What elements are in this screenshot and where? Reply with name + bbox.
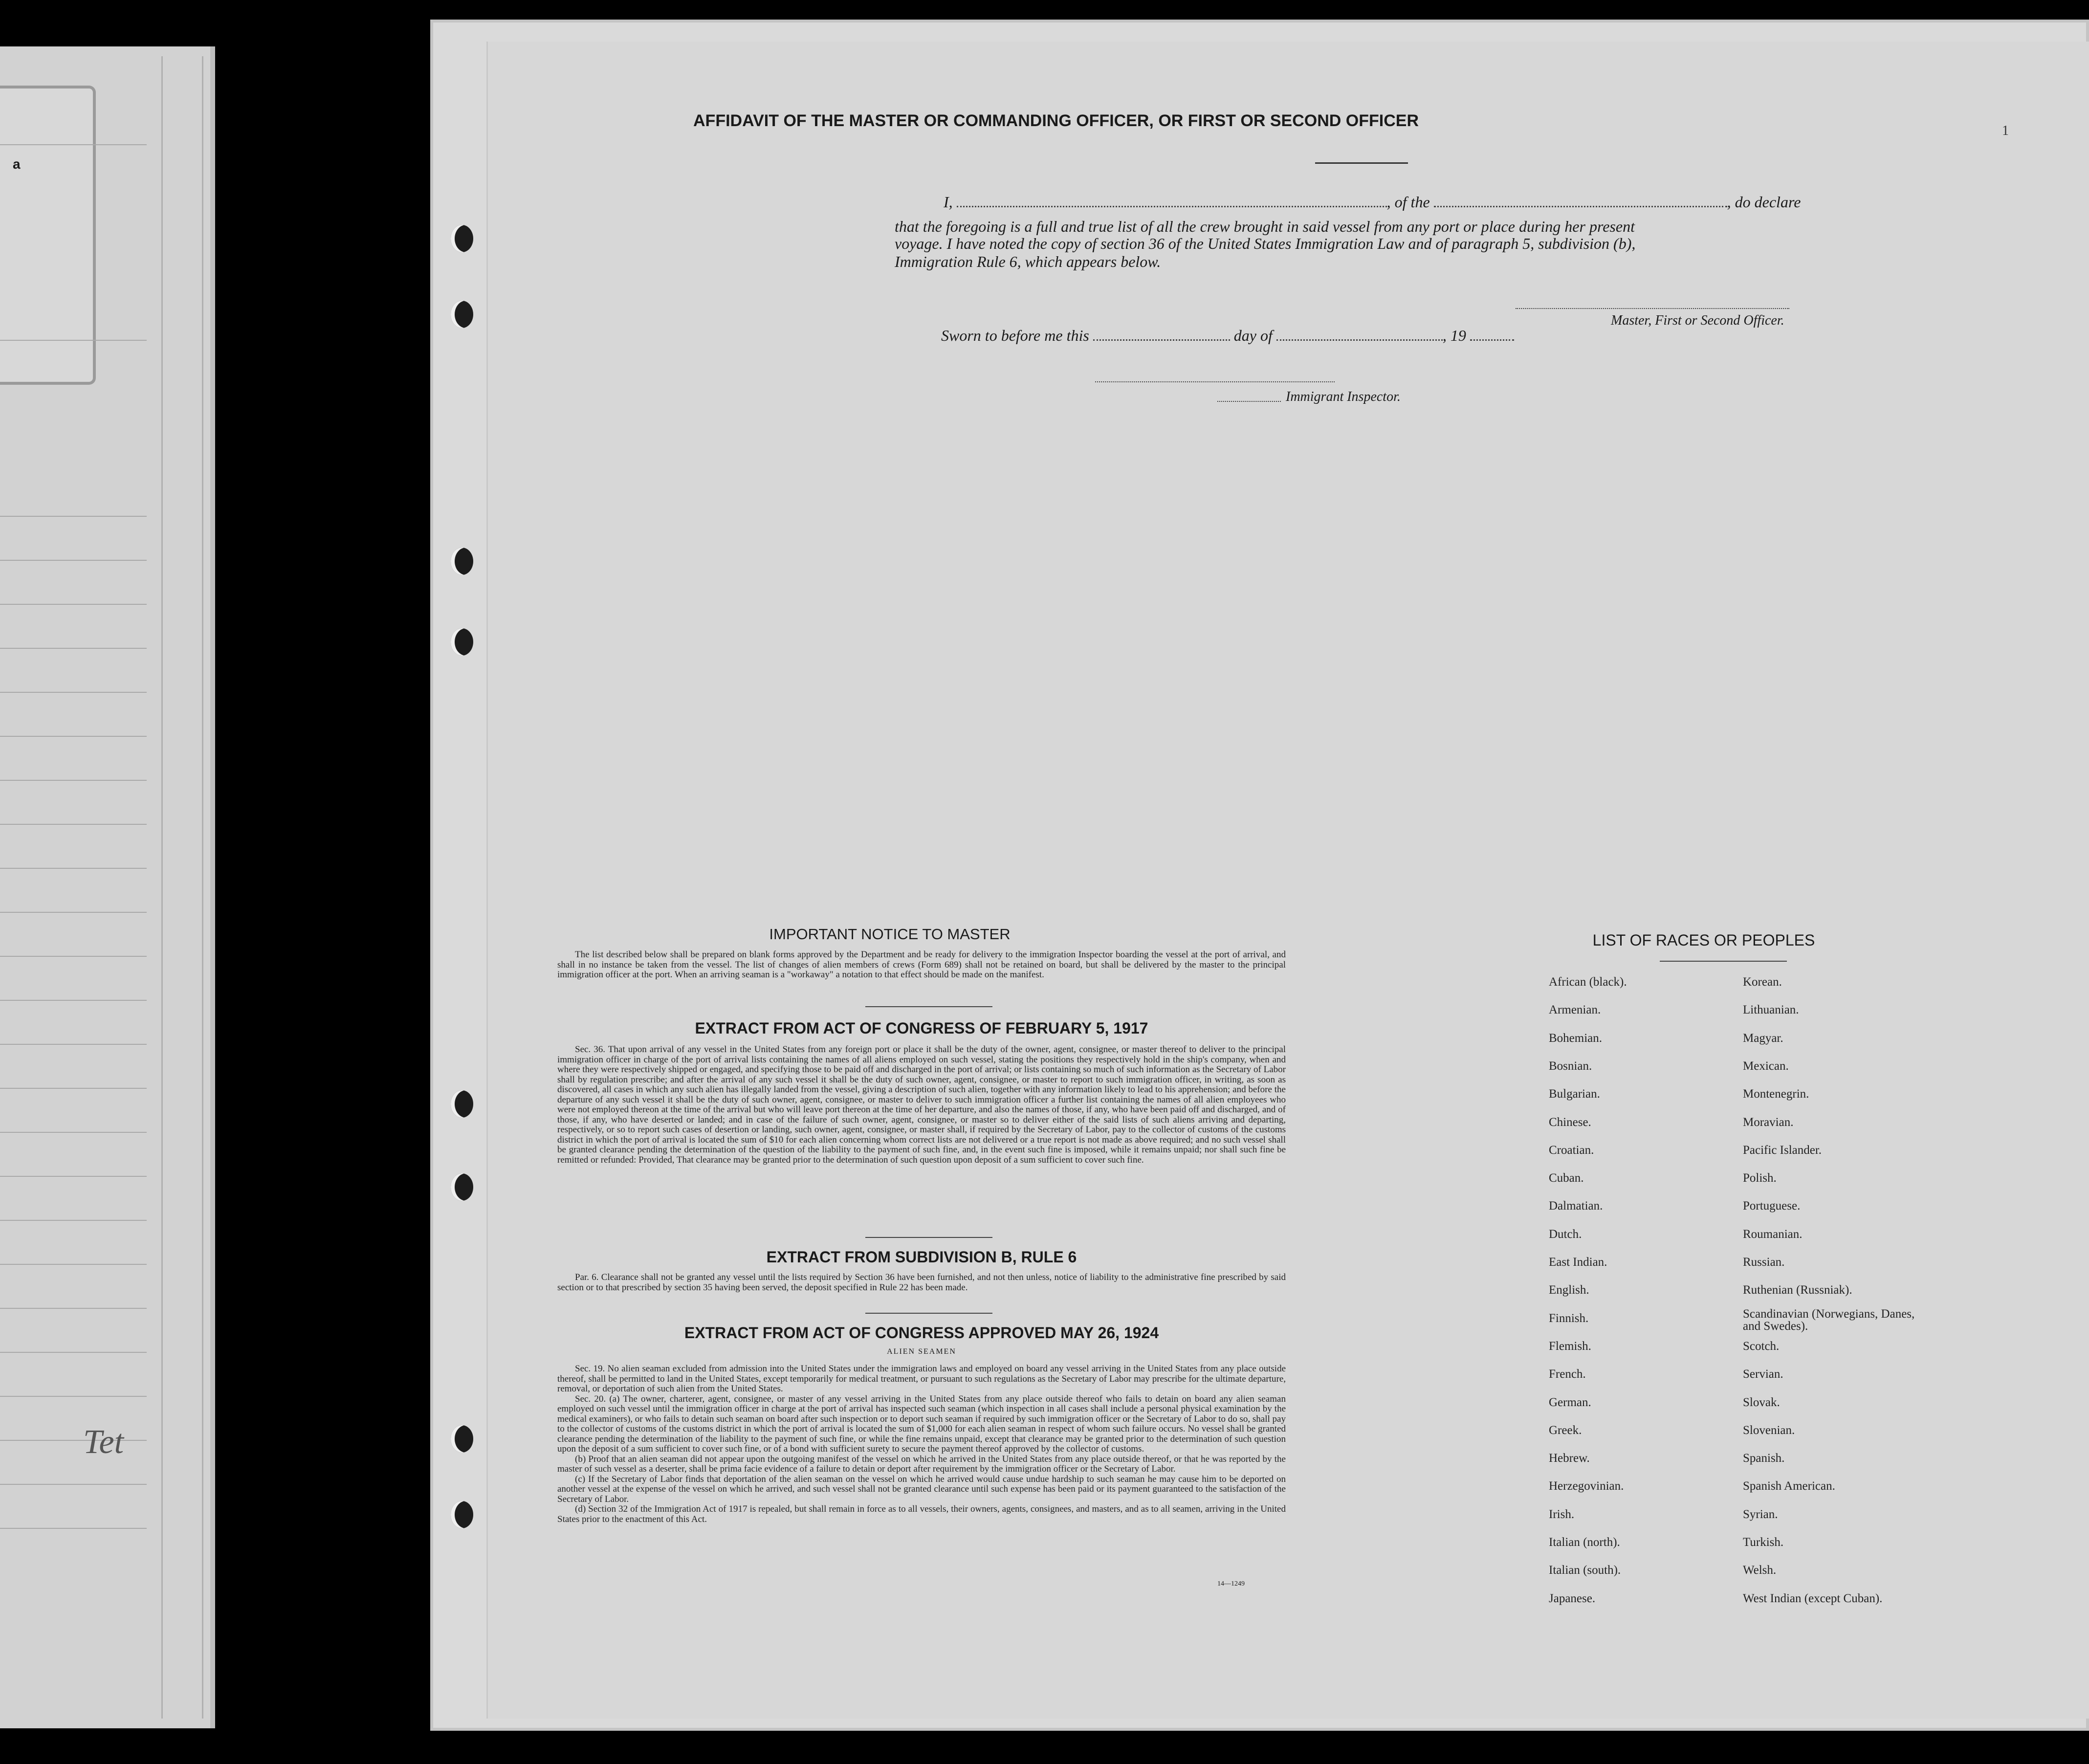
master-signature-label: Master, First or Second Officer. <box>1611 313 1784 328</box>
master-signature-line <box>1516 308 1789 309</box>
race-item: Welsh. <box>1743 1564 1777 1577</box>
race-item: Bohemian. <box>1549 1031 1603 1045</box>
binder-hole <box>451 1090 473 1118</box>
race-item: Herzegovinian. <box>1549 1479 1624 1493</box>
extract-1924-title: EXTRACT FROM ACT OF CONGRESS APPROVED MAY 26, 1924 <box>684 1324 1159 1342</box>
ledger-rule <box>0 1000 147 1001</box>
sworn-line <box>941 327 1514 345</box>
race-item: German. <box>1549 1395 1591 1409</box>
sworn-label: Sworn to before me this <box>941 327 1089 344</box>
extract-rule6-text <box>557 1273 1286 1293</box>
extract-1917-title: EXTRACT FROM ACT OF CONGRESS OF FEBRUARY 5, 1917 <box>695 1019 1148 1037</box>
affidavit-line-4: Immigration Rule 6, which appears below. <box>895 253 1161 270</box>
race-item: East Indian. <box>1549 1256 1607 1269</box>
ledger-rule <box>0 340 147 341</box>
race-item: Bosnian. <box>1549 1059 1592 1073</box>
ledger-rule <box>0 604 147 605</box>
race-item: Servian. <box>1743 1367 1783 1381</box>
page-number: 1 <box>2002 123 2009 138</box>
race-item: Croatian. <box>1549 1143 1594 1157</box>
ledger-rule <box>0 1440 147 1441</box>
race-item: English. <box>1549 1283 1589 1297</box>
affidavit-of-the-label: , of the <box>1386 193 1430 211</box>
race-item: Chinese. <box>1549 1115 1591 1129</box>
ledger-rule <box>0 868 147 869</box>
race-item: West Indian (except Cuban). <box>1743 1591 1883 1605</box>
race-item: Moravian. <box>1743 1115 1794 1129</box>
race-item: Slovenian. <box>1743 1423 1795 1437</box>
ledger-rule <box>0 516 147 517</box>
race-item: Dutch. <box>1549 1227 1582 1241</box>
race-item: Portuguese. <box>1743 1199 1801 1213</box>
ledger-rule <box>0 780 147 781</box>
race-item: Dalmatian. <box>1549 1199 1603 1213</box>
race-item: Russian. <box>1743 1256 1785 1269</box>
extract-1917-text <box>557 1045 1286 1165</box>
race-item: Polish. <box>1743 1171 1777 1185</box>
ledger-rule <box>0 1264 147 1265</box>
race-item: Flemish. <box>1549 1339 1591 1353</box>
race-item: Syrian. <box>1743 1507 1778 1521</box>
race-item: Roumanian. <box>1743 1227 1803 1241</box>
day-blank <box>1093 339 1230 341</box>
race-item: Korean. <box>1743 975 1782 989</box>
adjacent-page-letter: a <box>13 156 21 172</box>
alien-seamen-subheading: ALIEN SEAMEN <box>887 1347 956 1356</box>
ledger-rule <box>0 1176 147 1177</box>
section-divider <box>865 1313 992 1314</box>
race-item: Spanish. <box>1743 1452 1785 1465</box>
race-item: Japanese. <box>1549 1591 1596 1605</box>
race-item: Hebrew. <box>1549 1452 1590 1465</box>
ledger-rule <box>0 1220 147 1221</box>
name-blank <box>957 206 1387 207</box>
ledger-rule <box>0 1352 147 1353</box>
binder-hole <box>451 628 473 656</box>
extract-1924-paragraph: Sec. 19. No alien seaman excluded from admission into the United States under the immigration laws and employed on board any vessel arriving in the United States from any place outside thereof, shall be permitted to land in the United States, except temporarily for medical treatment, or pursuant to such regulations as the Secretary of Labor may prescribe for the ultimate departure, removal, or deportation of such alien from the United States. <box>557 1364 1286 1394</box>
binder-hole <box>451 1173 473 1201</box>
adjacent-page-fragment <box>0 46 215 1728</box>
race-item: African (black). <box>1549 975 1627 989</box>
race-item: Slovak. <box>1743 1395 1780 1409</box>
race-item: Irish. <box>1549 1507 1575 1521</box>
extract-rule6-paragraph: Par. 6. Clearance shall not be granted any vessel until the lists required by Section 36 have been furnished, and not then unless, notice of liability to the administrative fine prescribed by said section or to that prescribed by section 35 having been served, the deposit specified in Rule 22 has been made. <box>557 1272 1286 1293</box>
ledger-rule <box>0 736 147 737</box>
binder-hole <box>451 225 473 252</box>
section-divider <box>865 1237 992 1238</box>
affidavit-declare-label: , do declare <box>1727 193 1801 211</box>
race-item: Greek. <box>1549 1423 1582 1437</box>
title-underline <box>1315 162 1408 164</box>
binder-hole <box>451 1501 473 1528</box>
races-title-underline <box>1660 961 1787 962</box>
race-item: Montenegrin. <box>1743 1087 1809 1101</box>
affidavit-title: AFFIDAVIT OF THE MASTER OR COMMANDING OFFICER, OR FIRST OR SECOND OFFICER <box>693 111 1419 130</box>
race-item: Ruthenian (Russniak). <box>1743 1283 1852 1297</box>
ledger-rule <box>0 1308 147 1309</box>
inspector-dotted-lead <box>1217 401 1281 402</box>
binder-hole <box>451 1425 473 1453</box>
race-item: Cuban. <box>1549 1171 1584 1185</box>
binder-hole <box>451 548 473 575</box>
race-item: French. <box>1549 1367 1586 1381</box>
affidavit-line-1 <box>944 193 1801 211</box>
race-item: Scotch. <box>1743 1339 1780 1353</box>
notice-paragraph: The list described below shall be prepared on blank forms approved by the Department and be ready for delivery to the immigration Inspector boarding the vessel at the port of arrival, and shall in no instance be taken from the vessel. The list of changes of alien members of crews (Form 689) shall not be retained on board, but shall be delivered by the master to the principal immigration officer at the port. When an arriving seaman is a "workaway" a notation to that effect should be made on the manifest. <box>557 949 1286 980</box>
ledger-rule <box>0 144 147 145</box>
affidavit-line-2: that the foregoing is a full and true list of all the crew brought in said vessel from any port or place during her present <box>895 218 1635 235</box>
notice-title: IMPORTANT NOTICE TO MASTER <box>769 926 1011 943</box>
ledger-rule <box>0 692 147 693</box>
ledger-rule <box>0 560 147 561</box>
extract-1924-text <box>557 1364 1286 1524</box>
extract-1924-paragraph: (b) Proof that an alien seaman did not appear upon the outgoing manifest of the vessel on which he arrived in the United States from any place outside thereof, or that he was reported by the master of such vessel as a deserter, shall be prima facie evidence of a failure to detain or deport after requirement by the immigration officer or the Secretary of Labor. <box>557 1454 1286 1475</box>
vessel-blank <box>1434 206 1727 207</box>
race-item: Magyar. <box>1743 1031 1783 1045</box>
race-item: Turkish. <box>1743 1536 1784 1549</box>
ledger-rule <box>0 1088 147 1089</box>
race-item: Armenian. <box>1549 1003 1601 1017</box>
ledger-rule <box>0 1484 147 1485</box>
affidavit-i-label: I, <box>944 193 953 211</box>
section-divider <box>865 1006 992 1007</box>
races-title: LIST OF RACES OR PEOPLES <box>1592 931 1815 949</box>
race-item: Scandinavian (Norwegians, Danes, and Swedes). <box>1743 1307 1915 1333</box>
ledger-rule <box>0 1396 147 1397</box>
ledger-rule <box>0 1528 147 1529</box>
binder-hole <box>451 301 473 328</box>
ledger-rule <box>0 1132 147 1133</box>
month-blank <box>1276 339 1443 341</box>
year-blank <box>1470 339 1514 341</box>
race-item: Italian (south). <box>1549 1564 1621 1577</box>
ledger-rule <box>0 1044 147 1045</box>
form-number: 14—1249 <box>1217 1580 1245 1588</box>
inspector-signature-line <box>1095 381 1335 382</box>
ledger-rule <box>0 956 147 957</box>
ledger-rule <box>0 648 147 649</box>
race-item: Pacific Islander. <box>1743 1143 1822 1157</box>
race-item: Spanish American. <box>1743 1479 1835 1493</box>
ledger-rule <box>0 824 147 825</box>
year-label: , 19 <box>1442 327 1466 344</box>
extract-rule6-title: EXTRACT FROM SUBDIVISION B, RULE 6 <box>766 1248 1077 1266</box>
extract-1917-paragraph: Sec. 36. That upon arrival of any vessel in the United States from any foreign port or place it shall be the duty of the owner, agent, consignee, or master thereof to deliver to the principal immigration officer in charge of the port of arrival lists containing the names of all aliens employed on such vessel, stating the positions they respectively hold in the ship's company, when and where they were respectively shipped or engaged, and specifying those to be paid off and discharged in the port of arrival; or lists containing so much of such information as the Secretary of Labor shall by regulation prescribe; and after the arrival of any such vessel it shall be the duty of such owner, agent, consignee, or master to report to such immigration officer, in writing, as soon as discovered, all cases in which any such alien has illegally landed from the vessel, giving a description of such alien, together with any information likely to lead to his apprehension; and before the departure of any such vessel it shall be the duty of such owner, agent, consignee, or master to deliver to such immigration officer a further list containing the names of all alien employees who were not employed thereon at the time of the arrival but who will leave port thereon at the time of her departure, and also the names of those, if any, who have been paid off and discharged, and of those, if any, who have deserted or landed; and in case of the failure of such owner, agent, consignee, or master so to deliver either of the said lists of such aliens arriving and departing, respectively, or so to report such cases of desertion or landing, such owner, agent, consignee, or master shall, if required by the Secretary of Labor, pay to the collector of customs of the customs district in which the port of arrival is located the sum of $10 for each alien concerning whom correct lists are not delivered or a true report is not made as above required; and no such vessel shall be granted clearance pending the determination of the question of the liability to the payment of such fine, and, in the event such fine is imposed, while it remains unpaid; nor shall such fine be remitted or refunded: Provided, That clearance may be granted prior to the determination of such question upon deposit of a sum sufficient to cover such fine. <box>557 1044 1286 1165</box>
race-item: Mexican. <box>1743 1059 1789 1073</box>
extract-1924-paragraph: (d) Section 32 of the Immigration Act of 1917 is repealed, but shall remain in force as to all vessels, their owners, agents, consignees, and masters, and as to all seamen, arriving in the United States prior to the enactment of this Act. <box>557 1504 1286 1524</box>
inspector-signature-label: Immigrant Inspector. <box>1286 389 1401 404</box>
extract-1924-paragraph: Sec. 20. (a) The owner, charterer, agent, consignee, or master of any vessel arriving in the United States from any place outside thereof who fails to detain on board any alien seaman employed on such vessel until the immigration officer in charge at the port of arrival has inspected such seaman (which inspection in all cases shall include a personal physical examination by the medical examiners), or who fails to detain such seaman on board after such inspection or to deport such seaman if required by such immigration officer or the Secretary of Labor to do so, shall pay to the collector of customs of the customs district in which the port of arrival is located the sum of $1,000 for each alien seaman in respect of whom such failure occurs. No vessel shall be granted clearance pending the determination of the liability to the payment of such fine, or while the fine remains unpaid, except that clearance may be granted prior to the determination of such question upon the deposit of a sum sufficient to cover such fine, or of a bond with sufficient surety to secure the payment thereof approved by the collector of customs. <box>557 1393 1286 1455</box>
day-of-label: day of <box>1233 327 1273 344</box>
ledger-rule <box>0 912 147 913</box>
extract-1924-paragraph: (c) If the Secretary of Labor finds that deportation of the alien seaman on the vessel on which he arrived would cause undue hardship to such seaman he may cause him to be deported on another vessel at the expense of the vessel on which he arrived, and such vessel shall not be granted clearance until such expense has been paid or its payment guaranteed to the satisfaction of the Secretary of Labor. <box>557 1474 1286 1504</box>
bleed-through-area <box>611 420 1833 880</box>
notice-text <box>557 950 1286 980</box>
race-item: Italian (north). <box>1549 1536 1620 1549</box>
race-item: Lithuanian. <box>1743 1003 1799 1017</box>
page-edge-stripe <box>161 56 203 1719</box>
race-item: Finnish. <box>1549 1311 1589 1325</box>
affidavit-line-3: voyage. I have noted the copy of section 36 of the United States Immigration Law and of paragraph 5, subdivision (b), <box>895 235 1636 252</box>
handwritten-scrawl: Tet <box>83 1423 124 1461</box>
race-item: Bulgarian. <box>1549 1087 1600 1101</box>
